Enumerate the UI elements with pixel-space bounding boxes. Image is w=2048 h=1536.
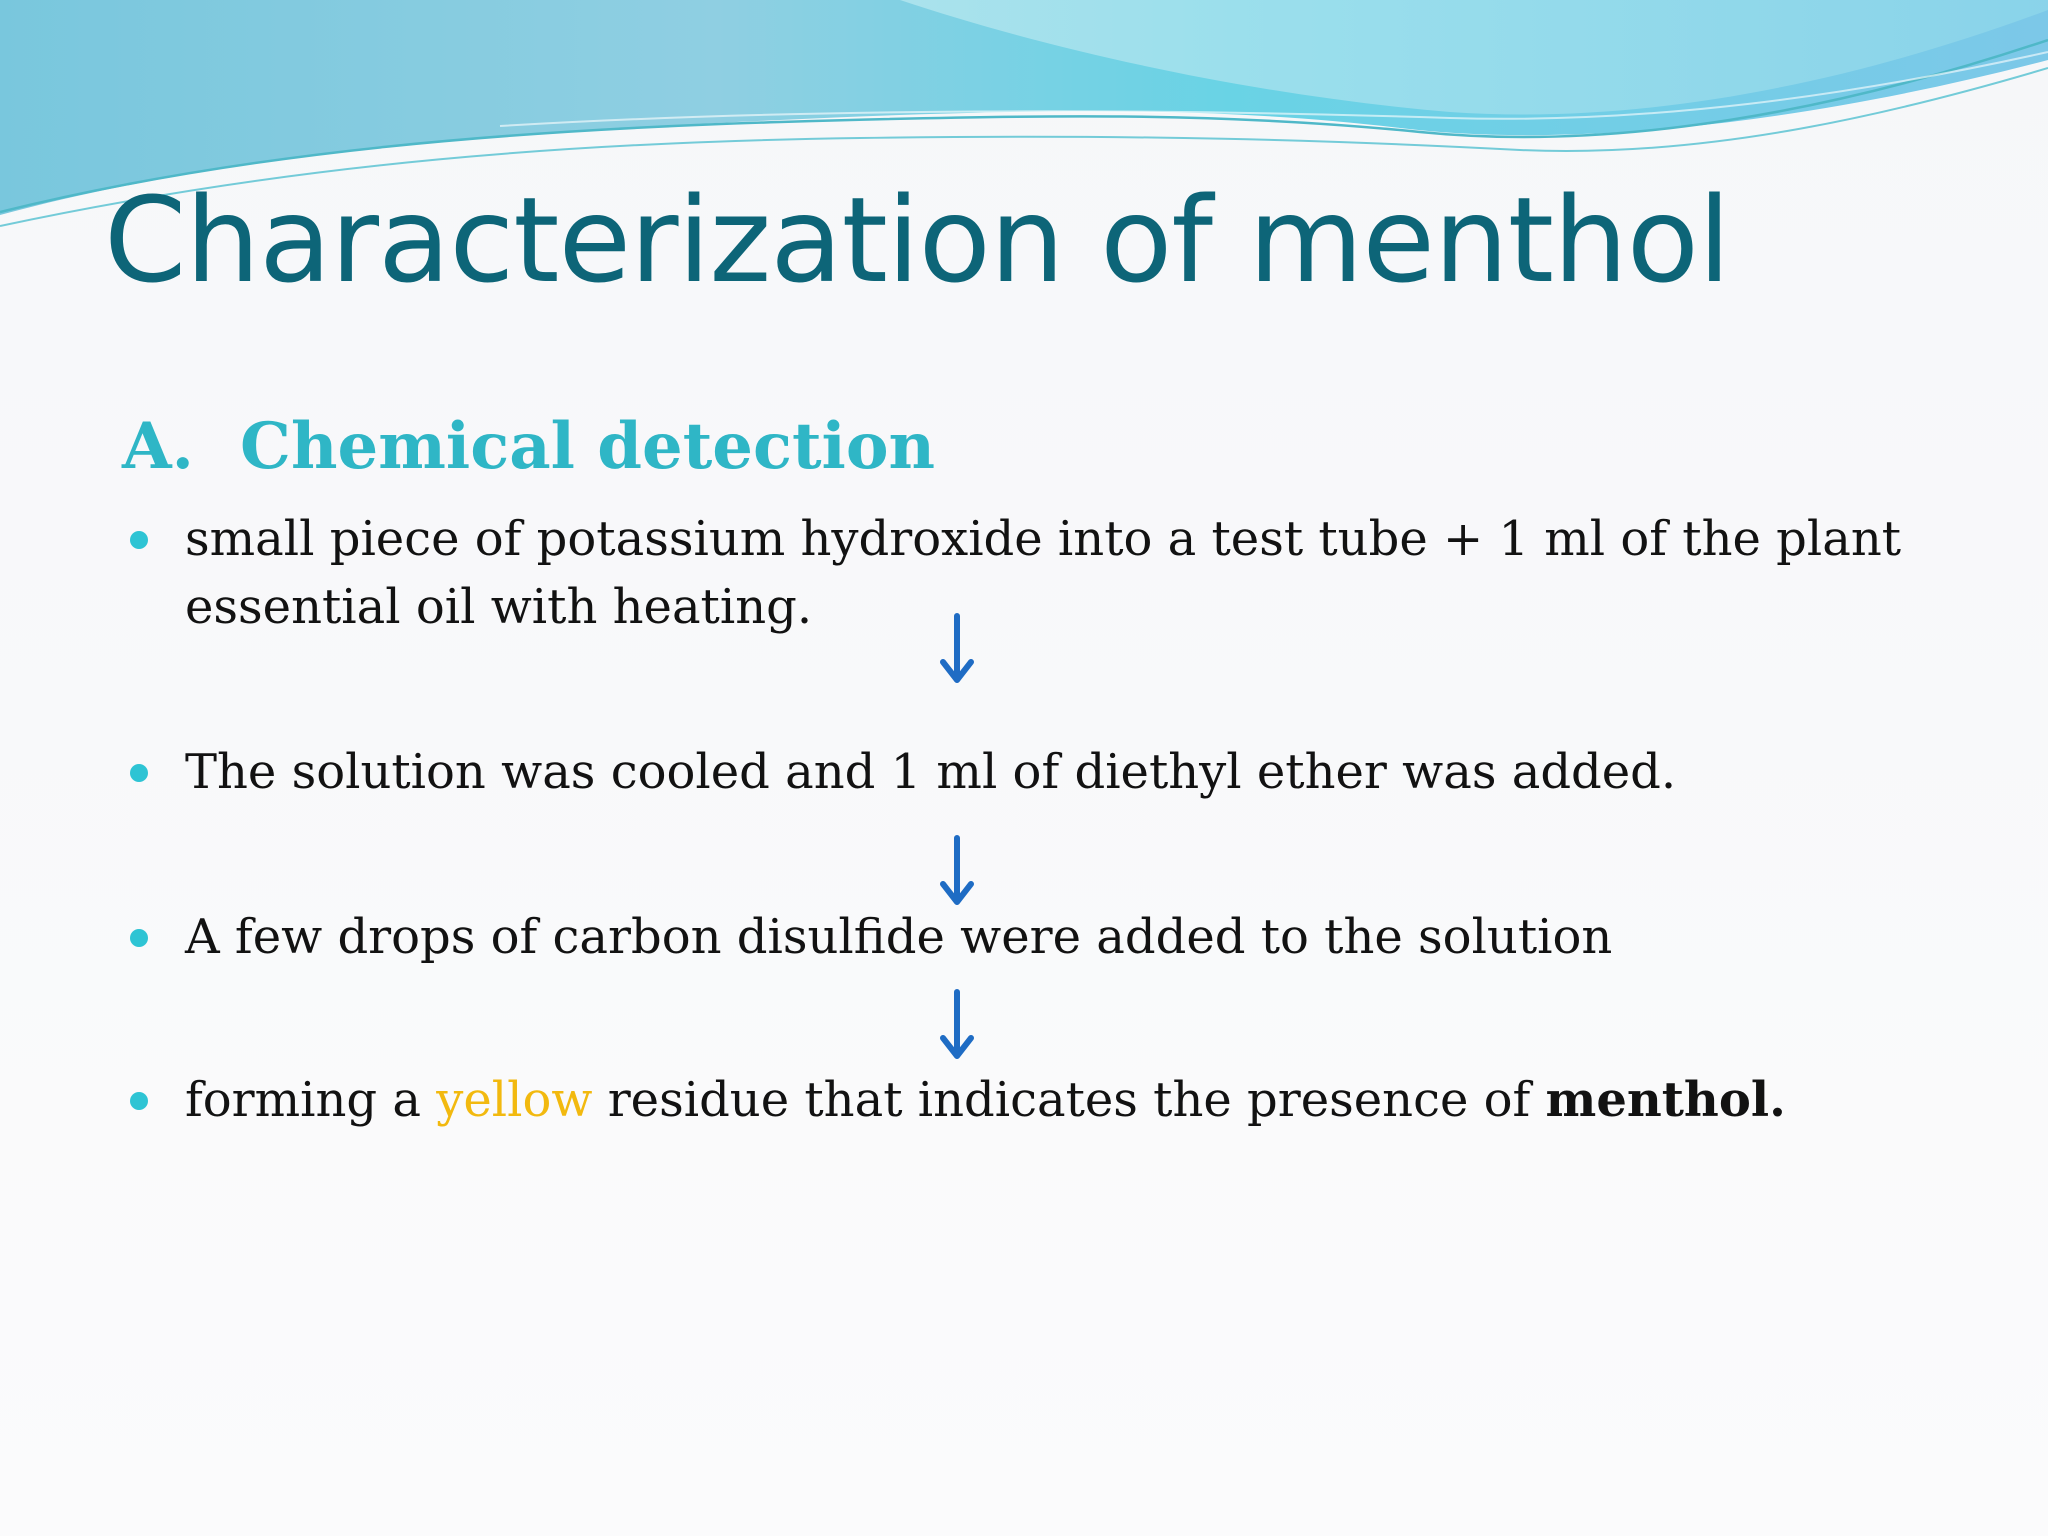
bullet-item bbox=[130, 738, 1910, 806]
emphasis-menthol: menthol. bbox=[1545, 1072, 1786, 1128]
bullet-dot-icon bbox=[130, 764, 148, 782]
highlight-yellow-word: yellow bbox=[436, 1072, 593, 1128]
bullet-text: A few drops of carbon disulfide were added to the solution bbox=[185, 909, 1613, 965]
slide-title: Characterization of menthol bbox=[104, 171, 1730, 309]
bullet-dot-icon bbox=[130, 929, 148, 947]
bullet-item bbox=[130, 903, 1910, 971]
arrow-down-icon bbox=[937, 988, 977, 1064]
bullet-text: small piece of potassium hydroxide into a test tube + 1 ml of the plant essential oil with heating. bbox=[185, 511, 1902, 635]
arrow-down-icon bbox=[937, 834, 977, 910]
bullet-dot-icon bbox=[130, 1092, 148, 1110]
section-heading-text: Chemical detection bbox=[240, 409, 936, 484]
bullet-item bbox=[130, 1066, 1910, 1134]
bullet-dot-icon bbox=[130, 531, 148, 549]
bullet-text: The solution was cooled and 1 ml of diethyl ether was added. bbox=[185, 744, 1677, 800]
bullet-text-prefix: forming a bbox=[185, 1072, 437, 1128]
section-marker: A. bbox=[122, 409, 194, 484]
bullet-text bbox=[185, 1066, 1910, 1134]
bullet-item bbox=[130, 505, 1910, 641]
bullet-text-middle: residue that indicates the presence of bbox=[592, 1072, 1546, 1128]
section-heading bbox=[122, 405, 935, 489]
arrow-down-icon bbox=[937, 612, 977, 688]
